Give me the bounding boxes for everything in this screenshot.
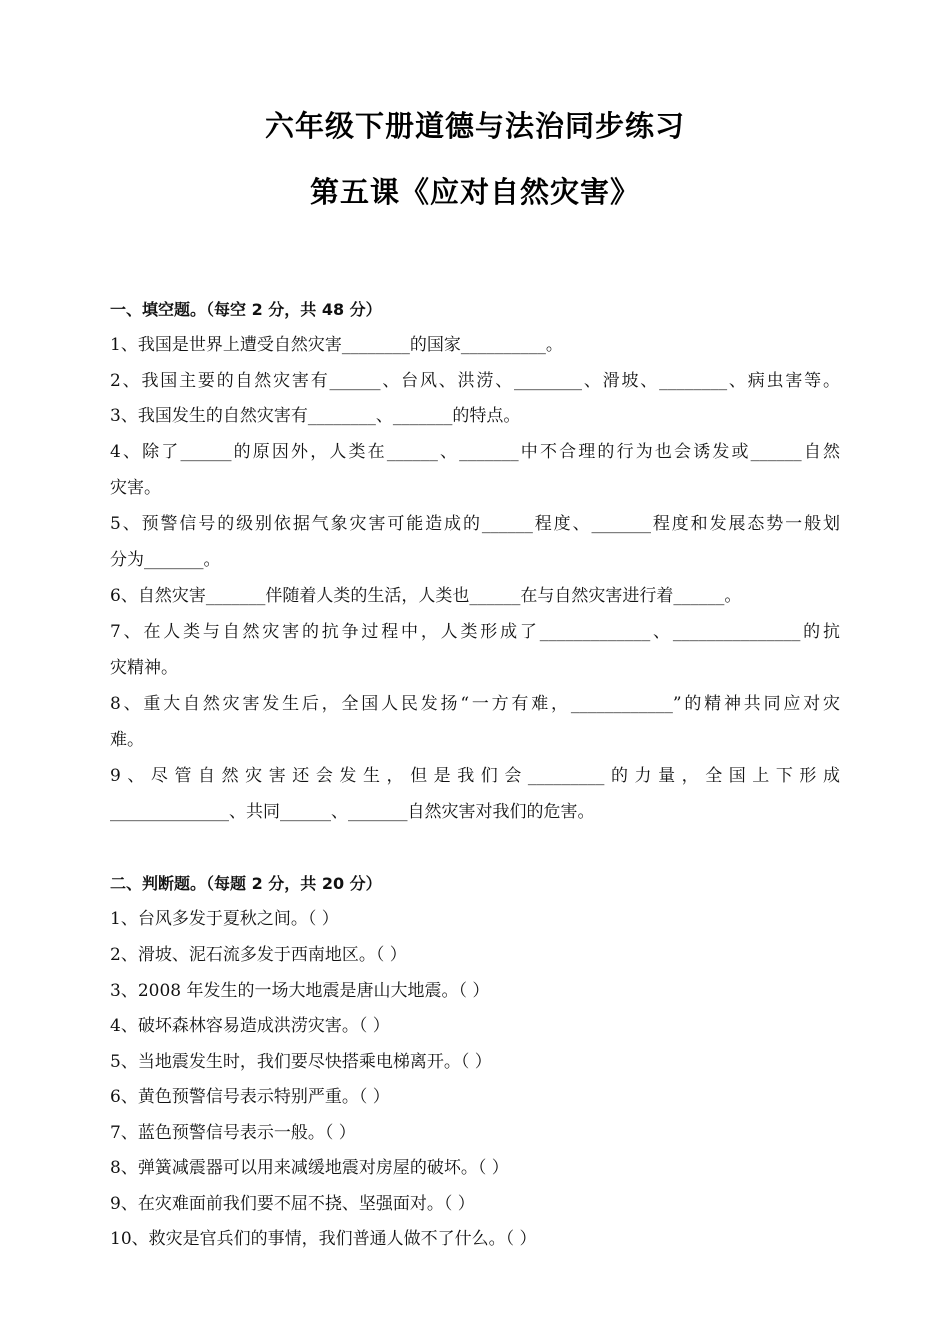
fill-in-question-9-cont: ______________、共同______、_______自然灾害对我们的危害。	[110, 802, 595, 822]
true-false-item-1: 1、台风多发于夏秋之间。（ ）	[110, 909, 339, 929]
fill-in-question-8: 8、重大自然灾害发生后，全国人民发扬“一方有难，____________”的精神共同应对灾	[110, 694, 840, 714]
true-false-item-3: 3、2008 年发生的一场大地震是唐山大地震。（ ）	[110, 981, 490, 1001]
fill-in-question-8-cont: 难。	[110, 730, 144, 750]
fill-in-question-5: 5、预警信号的级别依据气象灾害可能造成的______程度、_______程度和发展态势一般划	[110, 514, 840, 534]
true-false-item-7: 7、蓝色预警信号表示一般。（ ）	[110, 1123, 356, 1143]
true-false-item-5: 5、当地震发生时，我们要尽快搭乘电梯离开。（ ）	[110, 1052, 492, 1072]
fill-in-question-7: 7、在人类与自然灾害的抗争过程中，人类形成了_____________、_______________的抗	[110, 622, 840, 642]
document-subtitle: 第五课《应对自然灾害》	[309, 175, 640, 209]
true-false-item-8: 8、弹簧减震器可以用来减缓地震对房屋的破坏。（ ）	[110, 1158, 509, 1178]
true-false-item-4: 4、破坏森林容易造成洪涝灾害。（ ）	[110, 1016, 390, 1036]
fill-in-question-1: 1、我国是世界上遭受自然灾害________的国家__________。	[110, 335, 563, 355]
true-false-item-6: 6、黄色预警信号表示特别严重。（ ）	[110, 1087, 390, 1107]
fill-in-question-9: 9、尽管自然灾害还会发生，但是我们会_________的力量，全国上下形成	[110, 766, 840, 786]
fill-in-question-7-cont: 灾精神。	[110, 658, 178, 678]
true-false-item-10: 10、救灾是官兵们的事情，我们普通人做不了什么。（ ）	[110, 1229, 537, 1249]
fill-in-question-3: 3、我国发生的自然灾害有________、_______的特点。	[110, 406, 521, 426]
section-heading-fill-in: 一、填空题。（每空 2 分，共 48 分）	[110, 300, 382, 319]
fill-in-question-5-cont: 分为_______。	[110, 550, 221, 570]
document-title: 六年级下册道德与法治同步练习	[264, 109, 685, 143]
section-heading-true-false: 二、判断题。（每题 2 分，共 20 分）	[110, 874, 382, 893]
fill-in-question-2: 2、我国主要的自然灾害有______、台风、洪涝、________、滑坡、________、病虫害等。	[110, 371, 840, 391]
fill-in-question-4-cont: 灾害。	[110, 478, 161, 498]
true-false-item-2: 2、滑坡、泥石流多发于西南地区。（ ）	[110, 945, 407, 965]
true-false-item-9: 9、在灾难面前我们要不屈不挠、坚强面对。（ ）	[110, 1194, 475, 1214]
fill-in-question-4: 4、除了______的原因外，人类在______、_______中不合理的行为也会诱发或______自然	[110, 442, 840, 462]
fill-in-question-6: 6、自然灾害_______伴随着人类的生活，人类也______在与自然灾害进行着______。	[110, 586, 742, 606]
